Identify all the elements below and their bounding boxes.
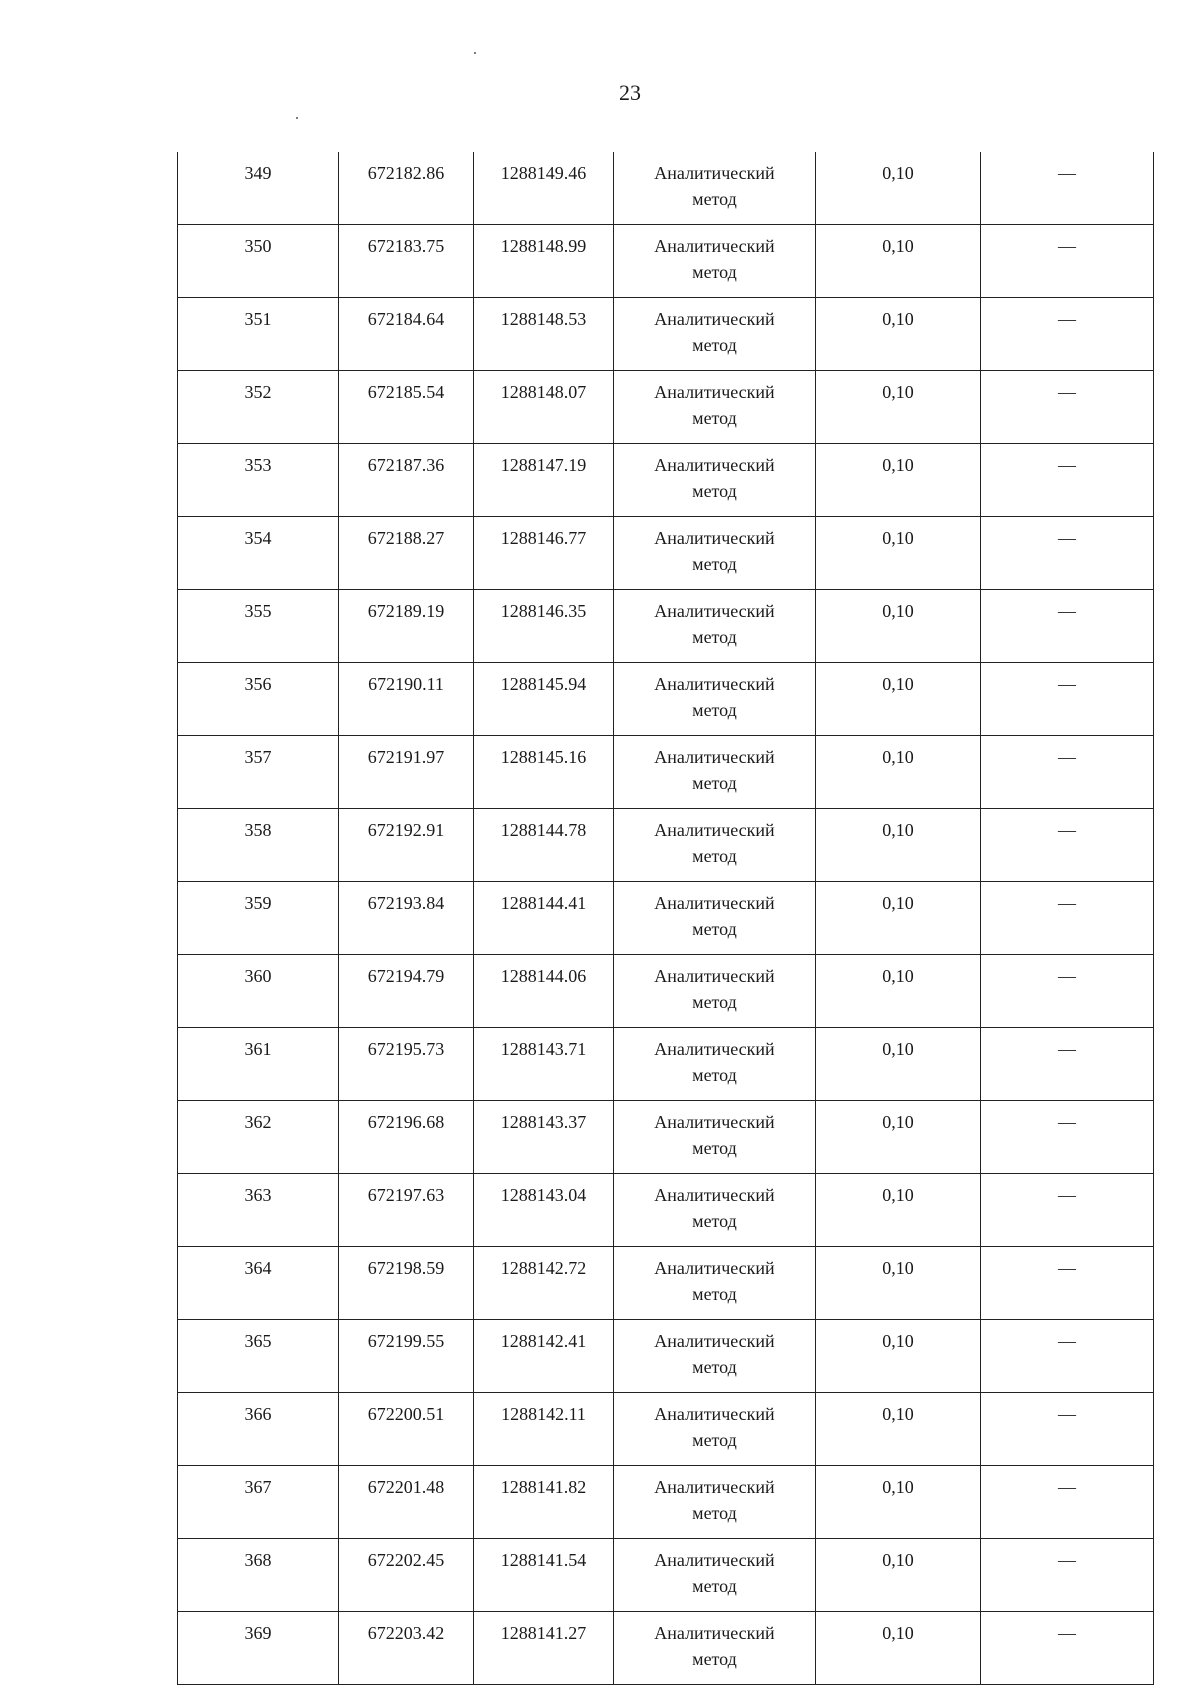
accuracy-cell: 0,10 (816, 298, 981, 371)
point-number-cell: 354 (178, 517, 339, 590)
table-row (178, 298, 1154, 371)
table-row (178, 1101, 1154, 1174)
accuracy-cell: 0,10 (816, 1028, 981, 1101)
method-cell (614, 371, 816, 444)
method-text-line: метод (692, 408, 737, 428)
method-cell (614, 1466, 816, 1539)
accuracy-cell: 0,10 (816, 955, 981, 1028)
accuracy-cell: 0,10 (816, 1174, 981, 1247)
method-text-line: Аналитический (654, 1258, 775, 1278)
description-cell: — (981, 1539, 1154, 1612)
method-cell (614, 298, 816, 371)
method-text-line: Аналитический (654, 1331, 775, 1351)
y-coordinate-cell: 1288146.35 (474, 590, 614, 663)
point-number-cell: 351 (178, 298, 339, 371)
description-cell: — (981, 1393, 1154, 1466)
x-coordinate-cell: 672200.51 (339, 1393, 474, 1466)
accuracy-cell: 0,10 (816, 517, 981, 590)
table-row (178, 517, 1154, 590)
accuracy-cell: 0,10 (816, 590, 981, 663)
accuracy-cell: 0,10 (816, 736, 981, 809)
method-cell (614, 1247, 816, 1320)
table-row (178, 371, 1154, 444)
y-coordinate-cell: 1288148.99 (474, 225, 614, 298)
point-number-cell: 367 (178, 1466, 339, 1539)
method-text-line: метод (692, 1649, 737, 1669)
table-row (178, 152, 1154, 225)
method-text-line: Аналитический (654, 1623, 775, 1643)
x-coordinate-cell: 672195.73 (339, 1028, 474, 1101)
method-text-line: метод (692, 773, 737, 793)
method-text-line: Аналитический (654, 163, 775, 183)
y-coordinate-cell: 1288145.94 (474, 663, 614, 736)
coordinates-table-body (178, 152, 1154, 1685)
method-cell (614, 955, 816, 1028)
method-text-line: метод (692, 627, 737, 647)
table-row (178, 955, 1154, 1028)
x-coordinate-cell: 672184.64 (339, 298, 474, 371)
x-coordinate-cell: 672202.45 (339, 1539, 474, 1612)
description-cell: — (981, 955, 1154, 1028)
table-row (178, 809, 1154, 882)
table-row (178, 882, 1154, 955)
x-coordinate-cell: 672198.59 (339, 1247, 474, 1320)
point-number-cell: 358 (178, 809, 339, 882)
method-text-line: Аналитический (654, 747, 775, 767)
description-cell: — (981, 809, 1154, 882)
x-coordinate-cell: 672189.19 (339, 590, 474, 663)
description-cell: — (981, 1101, 1154, 1174)
method-text-line: метод (692, 1065, 737, 1085)
method-text-line: метод (692, 554, 737, 574)
x-coordinate-cell: 672192.91 (339, 809, 474, 882)
description-cell: — (981, 736, 1154, 809)
y-coordinate-cell: 1288141.82 (474, 1466, 614, 1539)
point-number-cell: 356 (178, 663, 339, 736)
method-cell (614, 590, 816, 663)
point-number-cell: 363 (178, 1174, 339, 1247)
description-cell: — (981, 663, 1154, 736)
table-row (178, 736, 1154, 809)
table-row (178, 1320, 1154, 1393)
method-text-line: метод (692, 1357, 737, 1377)
description-cell: — (981, 1320, 1154, 1393)
method-text-line: метод (692, 1576, 737, 1596)
method-cell (614, 1539, 816, 1612)
table-row (178, 1247, 1154, 1320)
x-coordinate-cell: 672194.79 (339, 955, 474, 1028)
method-text-line: метод (692, 1284, 737, 1304)
y-coordinate-cell: 1288142.72 (474, 1247, 614, 1320)
y-coordinate-cell: 1288145.16 (474, 736, 614, 809)
x-coordinate-cell: 672190.11 (339, 663, 474, 736)
method-text-line: Аналитический (654, 1185, 775, 1205)
description-cell: — (981, 152, 1154, 225)
x-coordinate-cell: 672196.68 (339, 1101, 474, 1174)
y-coordinate-cell: 1288144.41 (474, 882, 614, 955)
page-number: 23 (619, 80, 641, 105)
accuracy-cell: 0,10 (816, 663, 981, 736)
table-row (178, 1466, 1154, 1539)
point-number-cell: 352 (178, 371, 339, 444)
method-text-line: метод (692, 1430, 737, 1450)
method-text-line: метод (692, 992, 737, 1012)
accuracy-cell: 0,10 (816, 1466, 981, 1539)
method-text-line: метод (692, 1138, 737, 1158)
point-number-cell: 357 (178, 736, 339, 809)
method-text-line: метод (692, 1503, 737, 1523)
accuracy-cell: 0,10 (816, 1320, 981, 1393)
point-number-cell: 360 (178, 955, 339, 1028)
description-cell: — (981, 1466, 1154, 1539)
x-coordinate-cell: 672183.75 (339, 225, 474, 298)
method-cell (614, 152, 816, 225)
description-cell: — (981, 517, 1154, 590)
point-number-cell: 362 (178, 1101, 339, 1174)
description-cell: — (981, 1247, 1154, 1320)
table-row (178, 444, 1154, 517)
x-coordinate-cell: 672188.27 (339, 517, 474, 590)
method-cell (614, 517, 816, 590)
point-number-cell: 361 (178, 1028, 339, 1101)
x-coordinate-cell: 672185.54 (339, 371, 474, 444)
accuracy-cell: 0,10 (816, 882, 981, 955)
method-cell (614, 444, 816, 517)
y-coordinate-cell: 1288141.54 (474, 1539, 614, 1612)
y-coordinate-cell: 1288148.53 (474, 298, 614, 371)
x-coordinate-cell: 672201.48 (339, 1466, 474, 1539)
table-row (178, 225, 1154, 298)
method-cell (614, 736, 816, 809)
description-cell: — (981, 1174, 1154, 1247)
method-cell (614, 882, 816, 955)
point-number-cell: 355 (178, 590, 339, 663)
point-number-cell: 359 (178, 882, 339, 955)
accuracy-cell: 0,10 (816, 444, 981, 517)
description-cell: — (981, 882, 1154, 955)
y-coordinate-cell: 1288148.07 (474, 371, 614, 444)
method-text-line: Аналитический (654, 455, 775, 475)
description-cell: — (981, 590, 1154, 663)
y-coordinate-cell: 1288143.04 (474, 1174, 614, 1247)
coordinates-table (177, 152, 1154, 1685)
method-text-line: метод (692, 189, 737, 209)
method-text-line: Аналитический (654, 820, 775, 840)
accuracy-cell: 0,10 (816, 152, 981, 225)
accuracy-cell: 0,10 (816, 1539, 981, 1612)
method-text-line: метод (692, 700, 737, 720)
method-text-line: Аналитический (654, 382, 775, 402)
description-cell: — (981, 298, 1154, 371)
y-coordinate-cell: 1288146.77 (474, 517, 614, 590)
table-row (178, 663, 1154, 736)
y-coordinate-cell: 1288143.71 (474, 1028, 614, 1101)
description-cell: — (981, 371, 1154, 444)
accuracy-cell: 0,10 (816, 1247, 981, 1320)
x-coordinate-cell: 672187.36 (339, 444, 474, 517)
point-number-cell: 366 (178, 1393, 339, 1466)
method-text-line: метод (692, 846, 737, 866)
x-coordinate-cell: 672191.97 (339, 736, 474, 809)
method-text-line: метод (692, 335, 737, 355)
y-coordinate-cell: 1288144.06 (474, 955, 614, 1028)
point-number-cell: 350 (178, 225, 339, 298)
y-coordinate-cell: 1288144.78 (474, 809, 614, 882)
x-coordinate-cell: 672182.86 (339, 152, 474, 225)
table-row (178, 1028, 1154, 1101)
method-cell (614, 1101, 816, 1174)
method-cell (614, 809, 816, 882)
method-cell (614, 1028, 816, 1101)
table-row (178, 1393, 1154, 1466)
method-text-line: Аналитический (654, 1477, 775, 1497)
description-cell: — (981, 225, 1154, 298)
method-text-line: Аналитический (654, 528, 775, 548)
accuracy-cell: 0,10 (816, 1612, 981, 1685)
method-cell (614, 1320, 816, 1393)
y-coordinate-cell: 1288149.46 (474, 152, 614, 225)
method-cell (614, 1174, 816, 1247)
method-text-line: Аналитический (654, 1404, 775, 1424)
method-cell (614, 1612, 816, 1685)
y-coordinate-cell: 1288143.37 (474, 1101, 614, 1174)
point-number-cell: 349 (178, 152, 339, 225)
method-text-line: Аналитический (654, 1550, 775, 1570)
method-text-line: Аналитический (654, 674, 775, 694)
table-row (178, 590, 1154, 663)
method-text-line: Аналитический (654, 601, 775, 621)
accuracy-cell: 0,10 (816, 371, 981, 444)
x-coordinate-cell: 672199.55 (339, 1320, 474, 1393)
table-row (178, 1539, 1154, 1612)
x-coordinate-cell: 672203.42 (339, 1612, 474, 1685)
method-text-line: Аналитический (654, 966, 775, 986)
method-text-line: метод (692, 1211, 737, 1231)
y-coordinate-cell: 1288147.19 (474, 444, 614, 517)
x-coordinate-cell: 672193.84 (339, 882, 474, 955)
y-coordinate-cell: 1288142.11 (474, 1393, 614, 1466)
method-text-line: Аналитический (654, 1039, 775, 1059)
point-number-cell: 365 (178, 1320, 339, 1393)
description-cell: — (981, 1028, 1154, 1101)
accuracy-cell: 0,10 (816, 809, 981, 882)
method-text-line: Аналитический (654, 236, 775, 256)
method-cell (614, 225, 816, 298)
method-text-line: Аналитический (654, 309, 775, 329)
table-row (178, 1612, 1154, 1685)
point-number-cell: 369 (178, 1612, 339, 1685)
accuracy-cell: 0,10 (816, 1393, 981, 1466)
method-cell (614, 663, 816, 736)
accuracy-cell: 0,10 (816, 1101, 981, 1174)
x-coordinate-cell: 672197.63 (339, 1174, 474, 1247)
description-cell: — (981, 1612, 1154, 1685)
point-number-cell: 353 (178, 444, 339, 517)
method-text-line: метод (692, 919, 737, 939)
y-coordinate-cell: 1288142.41 (474, 1320, 614, 1393)
method-text-line: Аналитический (654, 1112, 775, 1132)
method-cell (614, 1393, 816, 1466)
method-text-line: Аналитический (654, 893, 775, 913)
table-row (178, 1174, 1154, 1247)
description-cell: — (981, 444, 1154, 517)
y-coordinate-cell: 1288141.27 (474, 1612, 614, 1685)
method-text-line: метод (692, 481, 737, 501)
accuracy-cell: 0,10 (816, 225, 981, 298)
scan-speck (296, 117, 298, 119)
point-number-cell: 364 (178, 1247, 339, 1320)
point-number-cell: 368 (178, 1539, 339, 1612)
scan-speck (474, 52, 476, 54)
method-text-line: метод (692, 262, 737, 282)
